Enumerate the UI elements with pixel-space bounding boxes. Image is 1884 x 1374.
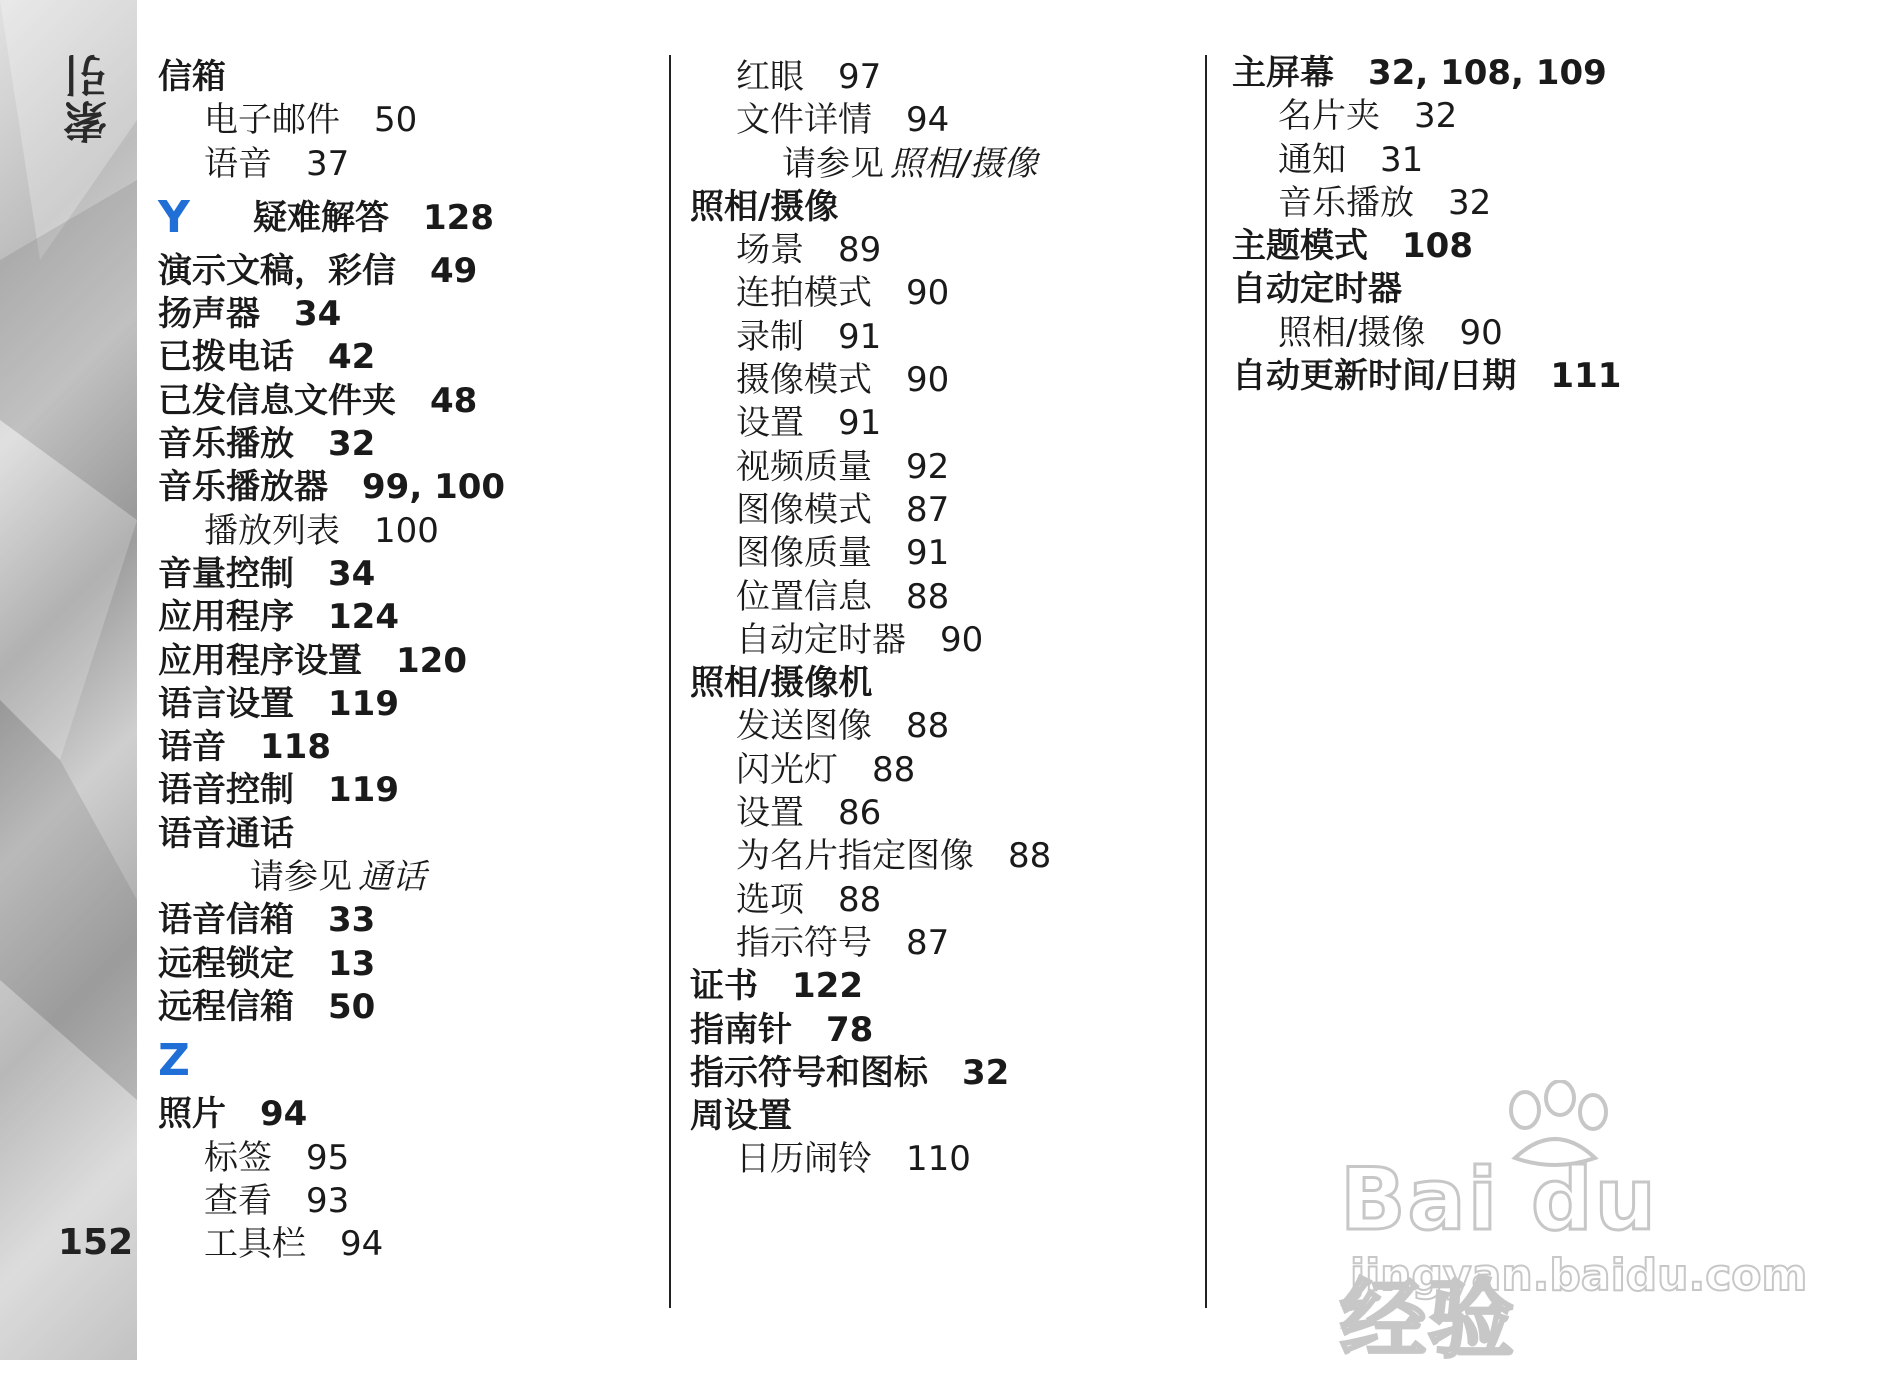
index-term: 语音 xyxy=(158,727,226,768)
index-page-ref: 32 xyxy=(328,424,376,465)
index-entry xyxy=(690,446,1190,489)
index-entry xyxy=(158,510,658,553)
letter-heading-y xyxy=(158,190,658,246)
index-entry xyxy=(690,532,1190,575)
index-term: 音乐播放 xyxy=(158,424,294,465)
index-group xyxy=(158,1093,658,1266)
index-group xyxy=(1232,52,1792,398)
index-entry xyxy=(158,813,658,856)
index-term: 语音通话 xyxy=(158,813,294,854)
index-term: 照相/摄像 xyxy=(690,186,839,227)
see-also-ref: 通话 xyxy=(358,857,426,898)
index-group xyxy=(158,56,658,186)
index-page-ref: 90 xyxy=(1459,312,1503,353)
index-term: 扬声器 xyxy=(158,294,260,335)
index-entry xyxy=(1232,52,1792,95)
index-term: 发送图像 xyxy=(736,706,872,747)
see-also-entry xyxy=(158,856,658,899)
baidu-jingyan-watermark xyxy=(1340,1080,1808,1370)
index-page-ref: 32 xyxy=(1448,182,1492,223)
index-entry xyxy=(158,466,658,509)
index-page-ref: 95 xyxy=(306,1137,350,1178)
column-divider xyxy=(669,55,671,1308)
index-entry xyxy=(690,792,1190,835)
index-page-ref: 108 xyxy=(1402,226,1473,267)
index-term: 闪光灯 xyxy=(736,749,838,790)
index-term: 图像模式 xyxy=(736,489,872,530)
index-page-ref: 111 xyxy=(1550,356,1622,397)
index-entry xyxy=(1232,225,1792,268)
index-column-3 xyxy=(1232,52,1792,398)
index-page-ref: 100 xyxy=(374,510,439,551)
index-entry xyxy=(690,1009,1190,1052)
index-term: 应用程序 xyxy=(158,597,294,638)
index-page-ref: 90 xyxy=(906,360,950,401)
index-entry xyxy=(158,56,658,99)
index-term: 照相/摄像 xyxy=(1278,312,1426,353)
index-entry xyxy=(690,662,1190,705)
index-term: 通知 xyxy=(1278,139,1346,180)
index-page-ref: 94 xyxy=(260,1094,308,1135)
index-page-ref: 119 xyxy=(328,770,399,811)
index-term: 为名片指定图像 xyxy=(736,836,974,877)
index-term: 自动定时器 xyxy=(1232,269,1402,310)
letter-y: Y xyxy=(158,191,190,243)
index-term: 播放列表 xyxy=(204,510,340,551)
index-page-ref: 50 xyxy=(374,100,418,141)
index-entry xyxy=(690,965,1190,1008)
watermark-url: jingyan.baidu.com xyxy=(1350,1250,1808,1301)
index-entry xyxy=(158,899,658,942)
index-term: 位置信息 xyxy=(736,576,872,617)
index-entry xyxy=(690,186,1190,229)
index-entry xyxy=(158,596,658,639)
index-term: 录制 xyxy=(736,316,804,357)
index-term: 主屏幕 xyxy=(1232,53,1334,93)
index-term: 连拍模式 xyxy=(736,273,872,314)
index-entry xyxy=(158,143,658,186)
index-entry xyxy=(158,1137,658,1180)
index-page-ref: 88 xyxy=(872,749,916,790)
index-entry xyxy=(690,619,1190,662)
index-entry xyxy=(158,99,658,142)
index-entry xyxy=(690,835,1190,878)
index-term: 指南针 xyxy=(690,1009,792,1050)
index-term: 周设置 xyxy=(690,1096,792,1137)
index-term: 视频质量 xyxy=(736,446,872,487)
index-page-ref: 87 xyxy=(906,489,950,530)
index-page-ref: 33 xyxy=(328,900,376,941)
index-entry xyxy=(690,879,1190,922)
index-entry xyxy=(158,250,658,293)
index-page-ref: 34 xyxy=(294,294,342,335)
index-page-ref: 91 xyxy=(838,316,882,357)
index-term: 应用程序设置 xyxy=(158,640,362,681)
index-term: 语音控制 xyxy=(158,770,294,811)
index-page-ref: 88 xyxy=(1008,836,1052,877)
index-entry xyxy=(1232,312,1792,355)
index-entry xyxy=(1232,268,1792,311)
index-entry xyxy=(158,683,658,726)
index-page-ref: 78 xyxy=(826,1009,874,1050)
index-page-ref: 88 xyxy=(906,576,950,617)
index-term: 选项 xyxy=(736,879,804,920)
index-page-ref: 90 xyxy=(940,619,984,660)
index-term: 照相/摄像机 xyxy=(690,663,873,704)
index-entry xyxy=(1232,95,1792,138)
index-term: 疑难解答 xyxy=(253,197,389,238)
index-page-ref: 91 xyxy=(906,533,950,574)
index-term: 名片夹 xyxy=(1278,96,1380,137)
index-page-ref: 90 xyxy=(906,273,950,314)
index-term: 自动更新时间/日期 xyxy=(1232,356,1517,397)
index-entry xyxy=(690,359,1190,402)
index-entry xyxy=(158,1180,658,1223)
index-term: 远程锁定 xyxy=(158,943,294,984)
index-page-ref: 87 xyxy=(906,922,950,963)
index-page-ref: 34 xyxy=(328,553,376,594)
index-entry xyxy=(158,1093,658,1136)
section-title: 索引 xyxy=(64,52,115,144)
index-term: 信箱 xyxy=(158,57,226,97)
index-term: 查看 xyxy=(204,1180,272,1221)
index-term: 已发信息文件夹 xyxy=(158,380,396,421)
index-term: 工具栏 xyxy=(204,1224,306,1265)
index-term: 图像质量 xyxy=(736,533,872,574)
index-entry xyxy=(690,922,1190,965)
index-page-ref: 94 xyxy=(906,100,950,141)
index-term: 语言设置 xyxy=(158,683,294,724)
index-entry xyxy=(158,423,658,466)
index-column-1 xyxy=(158,56,658,1266)
index-term: 红眼 xyxy=(736,57,804,97)
index-entry xyxy=(690,316,1190,359)
index-page-ref: 49 xyxy=(430,250,478,291)
index-page-ref: 48 xyxy=(430,380,478,421)
see-also-entry xyxy=(690,143,1190,186)
index-entry xyxy=(690,705,1190,748)
index-entry xyxy=(690,402,1190,445)
index-page-ref: 32 xyxy=(962,1052,1010,1093)
index-term: 摄像模式 xyxy=(736,360,872,401)
index-term: 音乐播放 xyxy=(1278,182,1414,223)
index-entry xyxy=(158,380,658,423)
index-page-ref: 91 xyxy=(838,403,882,444)
index-entry xyxy=(158,336,658,379)
index-entry xyxy=(690,489,1190,532)
index-entry xyxy=(158,1223,658,1266)
see-also-ref: 照相/摄像 xyxy=(890,143,1038,184)
index-entry xyxy=(690,272,1190,315)
index-entry xyxy=(690,56,1190,99)
index-page-ref: 92 xyxy=(906,446,950,487)
index-term: 设置 xyxy=(736,403,804,444)
index-entry xyxy=(253,198,494,238)
index-entry xyxy=(1232,355,1792,398)
index-entry xyxy=(158,986,658,1029)
index-page-ref: 37 xyxy=(306,143,350,184)
index-term: 指示符号 xyxy=(736,922,872,963)
index-term: 主题模式 xyxy=(1232,226,1368,267)
index-entry xyxy=(690,1052,1190,1095)
index-term: 证书 xyxy=(690,966,758,1007)
index-entry xyxy=(158,553,658,596)
index-page-ref: 94 xyxy=(340,1224,384,1265)
index-entry xyxy=(158,640,658,683)
index-entry xyxy=(158,726,658,769)
sidebar-pattern xyxy=(0,0,137,1360)
index-entry xyxy=(690,749,1190,792)
index-page-ref: 128 xyxy=(423,197,494,238)
index-entry xyxy=(690,1138,1190,1181)
index-entry xyxy=(158,943,658,986)
index-page-ref: 99, 100 xyxy=(362,467,506,508)
index-term: 请参见 xyxy=(250,857,352,898)
index-term: 请参见 xyxy=(782,143,884,184)
index-page-ref: 86 xyxy=(838,793,882,834)
index-sidebar xyxy=(0,0,137,1360)
index-entry xyxy=(158,769,658,812)
index-term: 设置 xyxy=(736,793,804,834)
index-term: 语音信箱 xyxy=(158,900,294,941)
index-entry xyxy=(690,229,1190,272)
index-term: 照片 xyxy=(158,1094,226,1135)
index-term: 语音 xyxy=(204,143,272,184)
index-page-ref: 31 xyxy=(1380,139,1424,180)
index-entry xyxy=(690,99,1190,142)
index-term: 电子邮件 xyxy=(204,100,340,141)
index-page-ref: 88 xyxy=(906,706,950,747)
index-page-ref: 32 xyxy=(1414,96,1458,137)
index-page-ref: 93 xyxy=(306,1180,350,1221)
index-page-ref: 118 xyxy=(260,727,331,768)
index-page-ref: 88 xyxy=(838,879,882,920)
letter-heading-z xyxy=(158,1033,658,1089)
index-entry xyxy=(690,1095,1190,1138)
index-term: 自动定时器 xyxy=(736,619,906,660)
index-term: 标签 xyxy=(204,1137,272,1178)
index-term: 远程信箱 xyxy=(158,986,294,1027)
index-page-ref: 124 xyxy=(328,597,399,638)
index-term: 音乐播放器 xyxy=(158,467,328,508)
index-term: 指示符号和图标 xyxy=(690,1052,928,1093)
index-page-ref: 97 xyxy=(838,57,882,97)
index-term: 演示文稿，彩信 xyxy=(158,250,396,291)
index-group xyxy=(690,56,1190,1182)
column-divider xyxy=(1205,55,1207,1308)
index-entry xyxy=(1232,182,1792,225)
index-page-ref: 110 xyxy=(906,1139,971,1180)
index-column-2 xyxy=(690,56,1190,1182)
index-term: 已拨电话 xyxy=(158,337,294,378)
index-term: 日历闹铃 xyxy=(736,1139,872,1180)
index-page-ref: 89 xyxy=(838,230,882,271)
index-page-ref: 42 xyxy=(328,337,376,378)
index-entry xyxy=(690,576,1190,619)
index-page-ref: 50 xyxy=(328,986,376,1027)
index-term: 场景 xyxy=(736,230,804,271)
index-entry xyxy=(1232,139,1792,182)
watermark-brand: Bai du 经验 xyxy=(1340,1150,1658,1370)
index-page-ref: 13 xyxy=(328,943,376,984)
index-term: 音量控制 xyxy=(158,553,294,594)
index-entry xyxy=(158,293,658,336)
index-page-ref: 122 xyxy=(792,966,863,1007)
index-page-ref: 120 xyxy=(396,640,467,681)
index-term: 文件详情 xyxy=(736,100,872,141)
letter-z: Z xyxy=(158,1035,190,1087)
index-page-ref: 32, 108, 109 xyxy=(1368,53,1607,93)
page-number: 152 xyxy=(58,1222,134,1263)
index-page-ref: 119 xyxy=(328,683,399,724)
index-group xyxy=(158,250,658,1029)
